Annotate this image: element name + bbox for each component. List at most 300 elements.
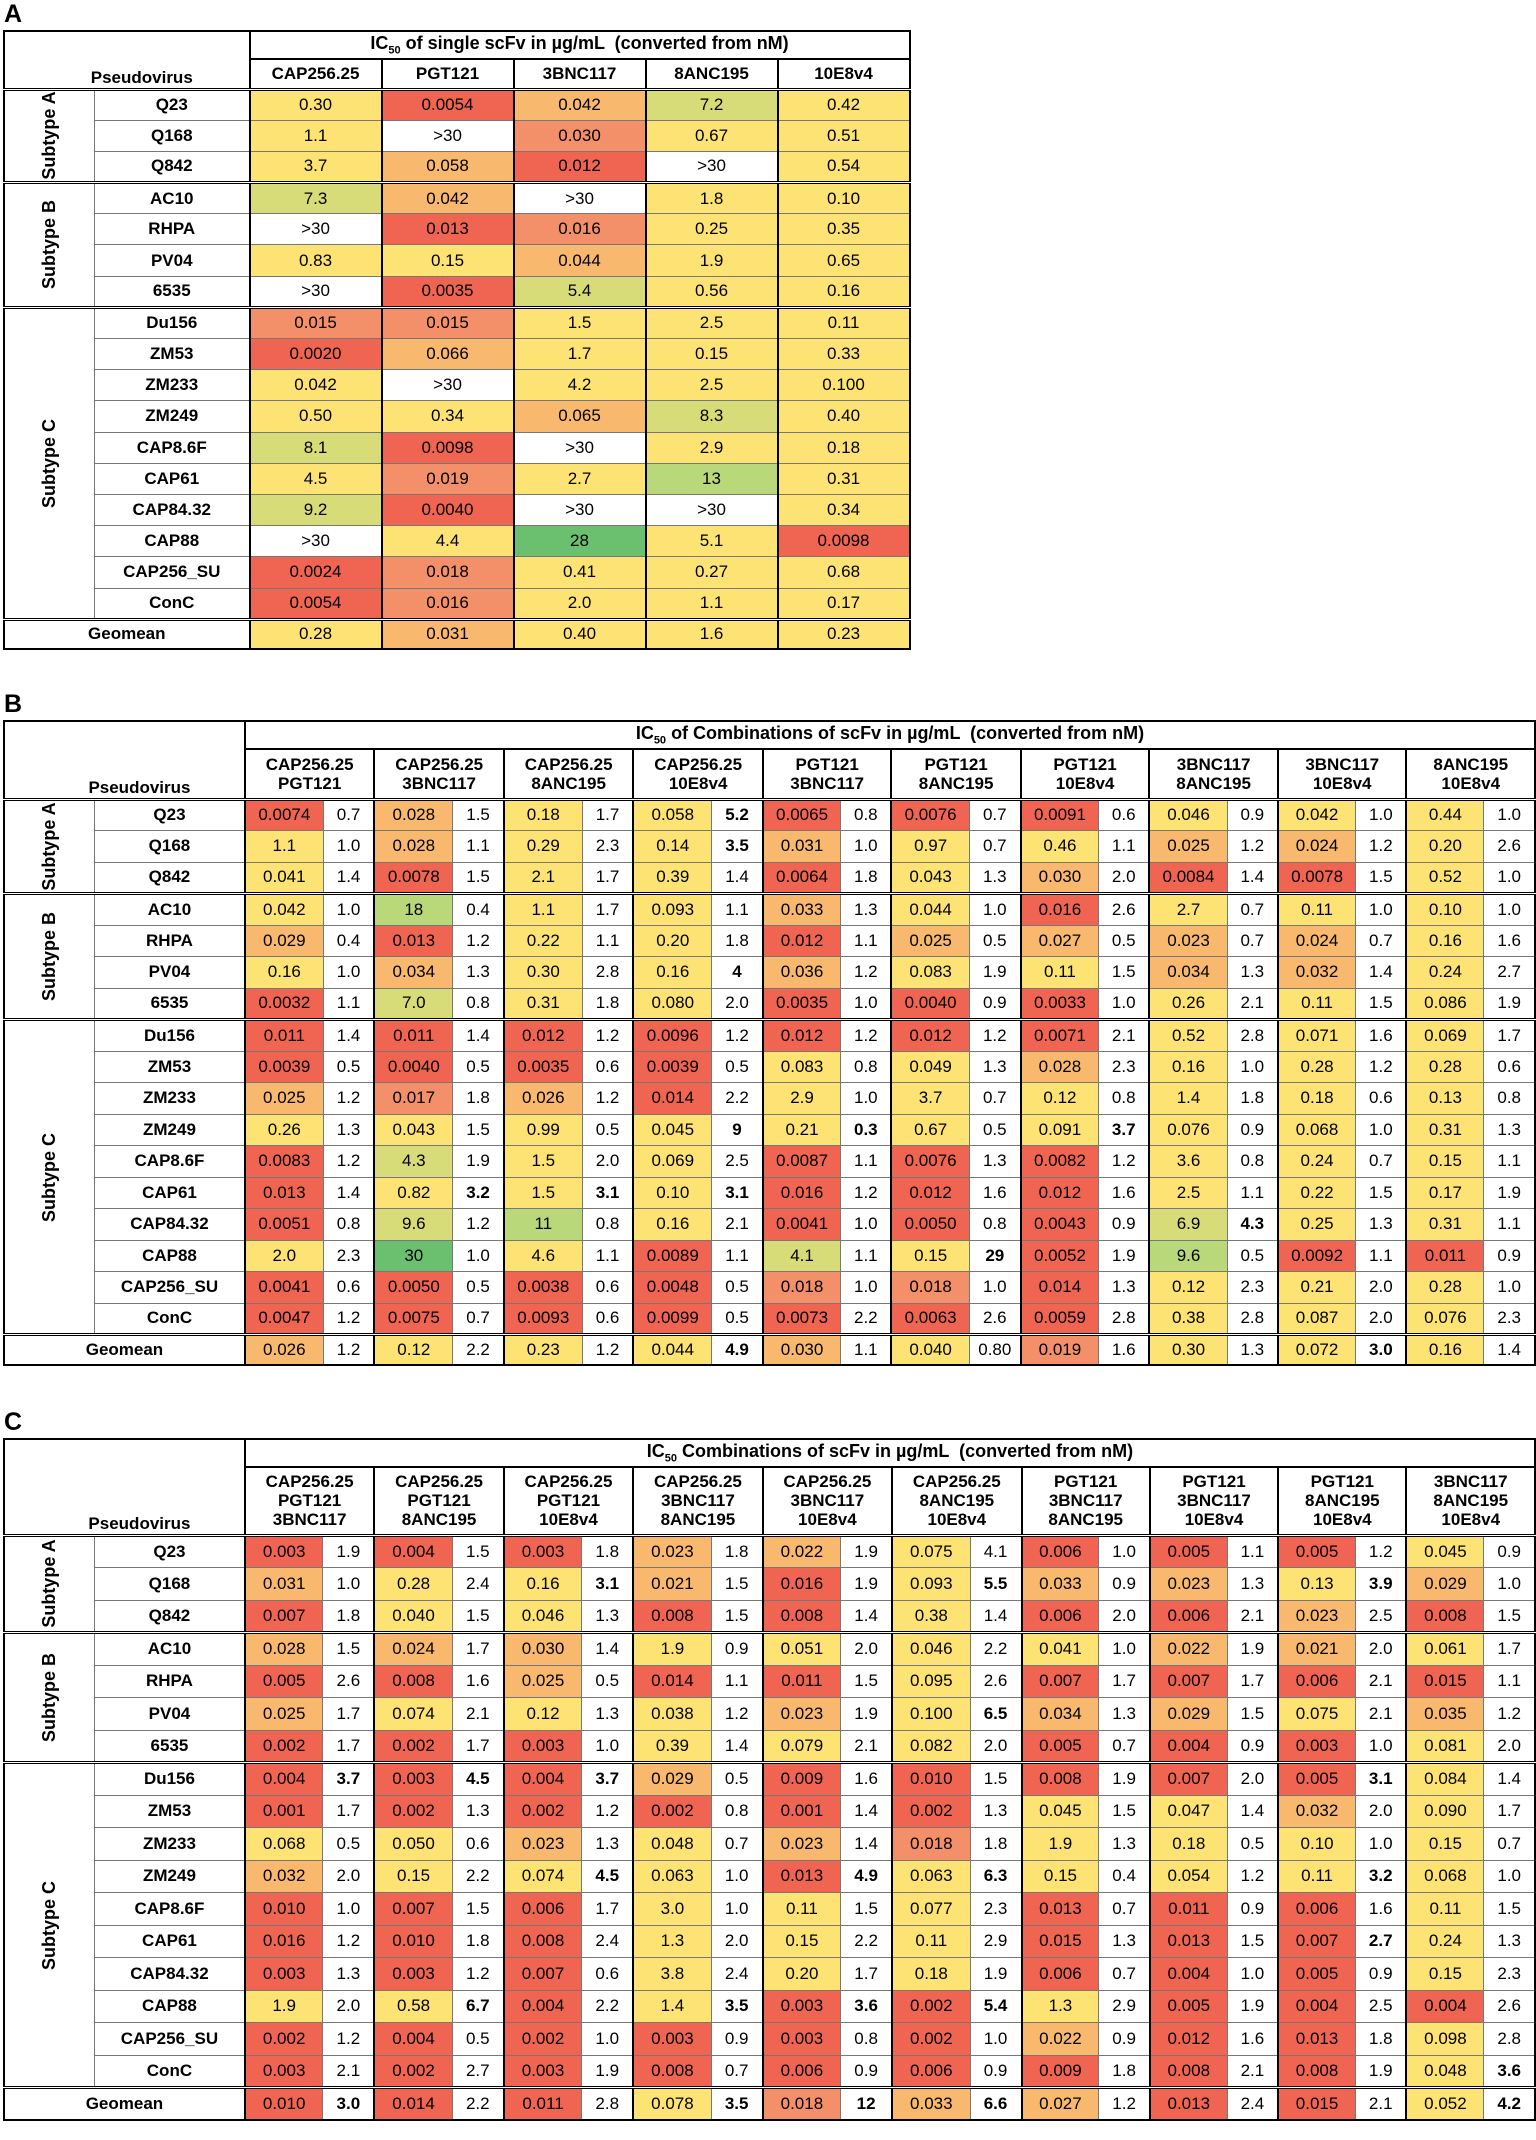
subtype-label [4, 894, 95, 1020]
ic50-cell: 0.0054 [250, 588, 382, 619]
ic50-cell: 0.0035 [382, 276, 514, 307]
ic50-cell: 0.048 [1406, 2055, 1483, 2088]
column-header [1022, 1467, 1150, 1535]
ratio-cell: 0.4 [453, 894, 504, 926]
ic50-cell: 0.015 [1278, 2088, 1355, 2120]
ic50-cell: 0.0035 [763, 988, 841, 1020]
ratio-cell: 0.5 [712, 1303, 763, 1335]
virus-name: CAP84.32 [95, 494, 250, 525]
ic50-cell: 4.5 [250, 463, 382, 494]
ratio-cell: 1.2 [453, 1209, 504, 1241]
ic50-cell: 0.014 [633, 1665, 711, 1698]
ratio-cell: 1.3 [1099, 1698, 1150, 1731]
ratio-cell: 1.6 [1227, 2023, 1278, 2056]
geomean-row [4, 1335, 1535, 1365]
ratio-cell: 2.0 [711, 1925, 762, 1958]
virus-name: AC10 [95, 183, 250, 214]
ic50-cell: 0.15 [1406, 1146, 1483, 1178]
subtype-text: Subtype C [39, 418, 60, 508]
ic50-cell: 0.21 [1278, 1272, 1356, 1304]
ic50-cell: 0.0099 [633, 1303, 711, 1335]
column-header [382, 59, 514, 89]
ic50-cell: 0.15 [1406, 1828, 1483, 1861]
ic50-cell: 0.004 [245, 1763, 323, 1796]
ratio-cell: 2.8 [1227, 1020, 1278, 1052]
table-row [4, 862, 1535, 894]
ratio-cell: 0.5 [452, 2023, 503, 2056]
ratio-cell: 1.3 [841, 894, 892, 926]
column-header [763, 749, 892, 799]
ic50-cell: 0.40 [778, 401, 910, 432]
ic50-cell: >30 [250, 276, 382, 307]
table-row [4, 1272, 1535, 1304]
ratio-cell: 1.9 [1484, 988, 1535, 1020]
ic50-cell: 0.0093 [504, 1303, 582, 1335]
column-header [1150, 1467, 1278, 1535]
ic50-cell: >30 [250, 214, 382, 245]
ratio-cell: 1.5 [1099, 1795, 1150, 1828]
ratio-cell: 1.9 [323, 1535, 374, 1568]
column-header-line: 8ANC195 [401, 1510, 477, 1530]
ic50-cell: 0.013 [245, 1177, 323, 1209]
ic50-cell: 0.023 [1150, 1568, 1227, 1601]
ic50-cell: 0.13 [1278, 1568, 1355, 1601]
ratio-cell: 1.0 [841, 1209, 892, 1241]
ratio-cell: 1.6 [1484, 925, 1535, 957]
ic50-cell: 1.4 [1149, 1083, 1227, 1115]
geomean-label: Geomean [4, 619, 250, 649]
column-header-line: PGT121 [924, 754, 988, 774]
ic50-cell: 1.5 [504, 1177, 582, 1209]
ic50-cell: 0.019 [382, 463, 514, 494]
ratio-cell: 2.6 [323, 1665, 374, 1698]
ic50-cell: 0.063 [633, 1860, 711, 1893]
ic50-cell: 0.007 [1150, 1665, 1227, 1698]
ic50-cell: 0.007 [245, 1600, 323, 1633]
ratio-cell: 1.8 [582, 1535, 633, 1568]
ratio-cell: 1.4 [582, 1633, 633, 1666]
ratio-cell: 1.7 [582, 799, 633, 831]
ratio-cell: 1.8 [841, 862, 892, 894]
ratio-cell: 1.9 [841, 1568, 892, 1601]
ratio-cell: 1.1 [841, 1240, 892, 1272]
ic50-cell: 30 [374, 1240, 452, 1272]
ic50-cell: 0.012 [891, 1020, 969, 1052]
ic50-cell: 0.0091 [1021, 799, 1099, 831]
ic50-cell: 0.0033 [1021, 988, 1099, 1020]
ic50-cell: 0.007 [374, 1893, 452, 1926]
ic50-cell: 0.18 [1278, 1083, 1356, 1115]
ratio-cell: 2.3 [323, 1240, 374, 1272]
column-header-line: 8ANC195 [660, 1510, 736, 1530]
virus-name: ZM249 [95, 1860, 245, 1893]
ic50-cell: 8.1 [250, 432, 382, 463]
column-header [245, 1467, 374, 1535]
ic50-cell: 0.010 [892, 1763, 970, 1796]
ic50-cell: 0.023 [1278, 1600, 1355, 1633]
ic50-cell: 0.11 [1406, 1893, 1483, 1926]
ratio-cell: 2.2 [452, 1860, 503, 1893]
ic50-cell: 0.14 [633, 831, 711, 863]
ic50-cell: 0.075 [892, 1535, 970, 1568]
ratio-cell: 1.0 [1356, 1730, 1407, 1763]
virus-name: ZM249 [95, 1114, 245, 1146]
ic50-cell: 0.004 [374, 2023, 452, 2056]
table-row [4, 1665, 1535, 1698]
ic50-cell: 0.023 [1149, 925, 1227, 957]
column-header-line: 10E8v4 [1313, 1510, 1372, 1530]
ic50-cell: 0.005 [1278, 1763, 1355, 1796]
table-row [4, 214, 910, 245]
column-header-line: 8ANC195 [918, 773, 994, 793]
column-header [633, 749, 762, 799]
ic50-cell: 0.0087 [763, 1146, 841, 1178]
ratio-cell: 1.0 [841, 831, 892, 863]
ic50-cell: 0.28 [1406, 1051, 1483, 1083]
ic50-cell: 4.1 [763, 1240, 841, 1272]
table-row [4, 151, 910, 182]
ic50-cell: 0.35 [778, 214, 910, 245]
ratio-cell: 1.9 [1227, 1990, 1278, 2023]
ic50-cell: 0.16 [633, 1209, 711, 1241]
ratio-cell: 0.4 [1099, 1860, 1150, 1893]
ic50-cell: 0.012 [763, 1020, 841, 1052]
ic50-cell: 0.087 [1278, 1303, 1356, 1335]
ratio-cell: 2.0 [323, 1860, 374, 1893]
ic50-cell: 0.008 [633, 1600, 711, 1633]
ic50-cell: 0.0043 [1021, 1209, 1099, 1241]
ic50-cell: 0.015 [250, 307, 382, 338]
ratio-cell: 1.3 [1099, 1272, 1150, 1304]
ratio-cell: 1.0 [1356, 799, 1407, 831]
ic50-cell: 1.9 [633, 1633, 711, 1666]
ic50-cell: 0.003 [1278, 1730, 1355, 1763]
ic50-cell: 2.5 [646, 307, 778, 338]
ic50-cell: 0.0039 [245, 1051, 323, 1083]
ic50-cell: 0.082 [892, 1730, 970, 1763]
ic50-cell: 0.20 [1406, 831, 1483, 863]
ratio-cell: 1.0 [841, 1083, 892, 1115]
ic50-cell: 0.11 [763, 1893, 841, 1926]
ic50-cell: 0.11 [778, 307, 910, 338]
virus-name: CAP61 [95, 463, 250, 494]
ratio-cell: 1.1 [1484, 1146, 1535, 1178]
geomean-row [4, 2088, 1535, 2120]
ic50-cell: 0.006 [892, 2055, 970, 2088]
title-rest: Combinations of scFv in µg/mL (converted from nM) [677, 1441, 1134, 1462]
column-header [250, 59, 382, 89]
ratio-cell: 0.7 [1356, 1146, 1407, 1178]
column-header-line: CAP256.25 [783, 1472, 872, 1492]
ic50-cell: 4.3 [374, 1146, 452, 1178]
ratio-cell: 0.7 [969, 831, 1021, 863]
ratio-cell: 1.5 [841, 1893, 892, 1926]
ic50-cell: 7.3 [250, 183, 382, 214]
ratio-cell: 2.8 [1099, 1303, 1150, 1335]
table-row [4, 1925, 1535, 1958]
ic50-cell: 28 [514, 526, 646, 557]
virus-name: ZM53 [95, 339, 250, 370]
ic50-cell: 0.31 [778, 463, 910, 494]
ic50-cell: 0.003 [504, 1730, 582, 1763]
ic50-cell: 0.030 [763, 1335, 841, 1365]
column-header-line: 3BNC117 [1048, 1491, 1123, 1511]
virus-name: Du156 [95, 307, 250, 338]
ic50-cell: 0.0076 [891, 799, 969, 831]
column-header [892, 1467, 1021, 1535]
subtype-label [4, 1535, 95, 1633]
ratio-cell: 1.0 [1099, 988, 1150, 1020]
ratio-cell: 1.2 [1227, 1860, 1278, 1893]
column-header [778, 59, 910, 89]
ic50-cell: 0.004 [1150, 1730, 1227, 1763]
ic50-cell: 0.0089 [633, 1240, 711, 1272]
ic50-cell: 0.093 [633, 894, 711, 926]
ratio-cell: 2.0 [1356, 1633, 1407, 1666]
ratio-cell: 1.4 [1484, 1335, 1535, 1365]
virus-name: ZM233 [95, 370, 250, 401]
ic50-cell: 0.018 [891, 1272, 969, 1304]
ic50-cell: 0.011 [763, 1665, 841, 1698]
virus-name: 6535 [95, 1730, 245, 1763]
ratio-cell: 0.6 [582, 1272, 633, 1304]
ratio-cell: 1.2 [582, 1335, 633, 1365]
ratio-cell: 1.3 [1356, 1209, 1407, 1241]
ic50-cell: 0.012 [504, 1020, 582, 1052]
ic50-cell: 0.080 [633, 988, 711, 1020]
ic50-cell: 0.004 [374, 1535, 452, 1568]
ratio-cell: 2.0 [1099, 1600, 1150, 1633]
ratio-cell: 0.7 [711, 1828, 762, 1861]
column-header-line: PGT121 [536, 1491, 601, 1511]
ratio-cell: 2.8 [582, 957, 633, 989]
ratio-cell: 2.8 [1484, 2023, 1535, 2056]
data-table [3, 1438, 1536, 2121]
column-header-line: 3BNC117 [1176, 754, 1251, 774]
ic50-cell: 0.047 [1150, 1795, 1227, 1828]
ratio-cell: 2.2 [712, 1083, 763, 1115]
ic50-cell: 0.004 [504, 1990, 582, 2023]
ic50-cell: 2.5 [646, 370, 778, 401]
ratio-cell: 1.9 [1484, 1177, 1535, 1209]
ratio-cell: 1.7 [582, 1893, 633, 1926]
table-row [4, 957, 1535, 989]
column-header-line: CAP256.25 [912, 1472, 1001, 1492]
virus-name: ConC [95, 1303, 245, 1335]
ratio-cell: 1.3 [1099, 1925, 1150, 1958]
column-header-line: 10E8v4 [668, 773, 728, 793]
ic50-cell: 0.16 [504, 1568, 582, 1601]
table-row [4, 1763, 1535, 1796]
ic50-cell: 0.091 [1021, 1114, 1099, 1146]
ratio-cell: 1.2 [453, 925, 504, 957]
ratio-cell: 1.0 [1227, 1051, 1278, 1083]
ic50-cell: 0.24 [1278, 1146, 1356, 1178]
ic50-cell: 1.5 [504, 1146, 582, 1178]
ratio-cell: 3.2 [453, 1177, 504, 1209]
ic50-cell: 0.15 [374, 1860, 452, 1893]
ic50-cell: 0.012 [1150, 2023, 1227, 2056]
ratio-cell: 2.1 [1356, 1698, 1407, 1731]
ic50-cell: 0.0047 [245, 1303, 323, 1335]
virus-name: CAP84.32 [95, 1958, 245, 1991]
ratio-cell: 1.2 [582, 1083, 633, 1115]
virus-name: CAP61 [95, 1177, 245, 1209]
ratio-cell: 2.0 [1099, 862, 1150, 894]
ratio-cell: 0.5 [453, 1051, 504, 1083]
ratio-cell: 0.5 [1227, 1240, 1278, 1272]
column-header-line: 3BNC117 [1177, 1491, 1251, 1511]
ratio-cell: 0.9 [1099, 1568, 1150, 1601]
ic50-cell: 0.0040 [891, 988, 969, 1020]
ratio-cell: 1.0 [969, 1272, 1021, 1304]
ic50-cell: 0.003 [633, 2023, 711, 2056]
ic50-cell: 0.82 [374, 1177, 452, 1209]
title-subscript: 50 [388, 44, 401, 57]
ic50-cell: 0.098 [1406, 2023, 1483, 2056]
ratio-cell: 1.1 [841, 925, 892, 957]
table-row [4, 1568, 1535, 1601]
ratio-cell: 2.5 [1356, 1600, 1407, 1633]
ratio-cell: 2.3 [970, 1893, 1021, 1926]
ic50-cell: 0.002 [374, 1730, 452, 1763]
ic50-cell: 0.28 [1278, 1051, 1356, 1083]
ic50-cell: 0.15 [646, 339, 778, 370]
ic50-cell: 0.013 [374, 925, 452, 957]
ratio-cell: 0.7 [1227, 925, 1278, 957]
ic50-cell: 0.18 [892, 1958, 970, 1991]
ic50-cell: 0.025 [245, 1083, 323, 1115]
ratio-cell: 1.5 [970, 1763, 1021, 1796]
ratio-cell: 1.0 [969, 894, 1021, 926]
ic50-cell: 0.042 [514, 89, 646, 120]
table-row [4, 1860, 1535, 1893]
ic50-cell: 0.026 [504, 1083, 582, 1115]
virus-name: PV04 [95, 1698, 245, 1731]
ratio-cell: 1.1 [1356, 1240, 1407, 1272]
virus-name: ZM53 [95, 1795, 245, 1828]
ratio-cell: 2.1 [1227, 988, 1278, 1020]
ic50-cell: 0.079 [763, 1730, 841, 1763]
ratio-cell: 1.4 [323, 1020, 374, 1052]
subtype-label [4, 799, 95, 894]
ratio-cell: 1.0 [1484, 1860, 1535, 1893]
column-header [514, 59, 646, 89]
ic50-cell: 0.100 [778, 370, 910, 401]
ratio-cell: 4.2 [1484, 2088, 1535, 2120]
ratio-cell: 1.9 [841, 1535, 892, 1568]
ic50-cell: 0.044 [514, 245, 646, 276]
ratio-cell: 1.4 [712, 862, 763, 894]
ic50-cell: 0.054 [1150, 1860, 1227, 1893]
table-row [4, 1730, 1535, 1763]
ratio-cell: 1.1 [1227, 1535, 1278, 1568]
ic50-cell: 0.052 [1406, 2088, 1483, 2120]
table-row [4, 494, 910, 525]
ic50-cell: 2.9 [763, 1083, 841, 1115]
virus-name: CAP8.6F [95, 432, 250, 463]
column-header [374, 749, 503, 799]
ic50-cell: 0.069 [633, 1146, 711, 1178]
ic50-cell: 0.002 [374, 2055, 452, 2088]
ic50-cell: 0.0064 [763, 862, 841, 894]
ratio-cell: 1.5 [841, 1665, 892, 1698]
table-row [4, 1958, 1535, 1991]
ic50-cell: 0.007 [1278, 1925, 1355, 1958]
ratio-cell: 1.2 [323, 1083, 374, 1115]
ic50-cell: 0.042 [1278, 799, 1356, 831]
ratio-cell: 1.0 [453, 1240, 504, 1272]
ratio-cell: 2.3 [1484, 1303, 1535, 1335]
ratio-cell: 1.2 [323, 1303, 374, 1335]
table-row [4, 799, 1535, 831]
ic50-cell: 0.034 [1149, 957, 1227, 989]
ic50-cell: 0.15 [763, 1925, 841, 1958]
ratio-cell: 1.2 [1356, 1051, 1407, 1083]
ic50-cell: 0.002 [504, 2023, 582, 2056]
ratio-cell: 2.3 [1484, 1958, 1535, 1991]
ratio-cell: 1.0 [841, 988, 892, 1020]
ic50-cell: 0.29 [504, 831, 582, 863]
ic50-cell: 0.027 [1022, 2088, 1099, 2120]
ic50-cell: 0.18 [504, 799, 582, 831]
ic50-cell: 2.5 [1149, 1177, 1227, 1209]
ic50-cell: 0.035 [1406, 1698, 1483, 1731]
column-header [374, 1467, 503, 1535]
ratio-cell: 1.0 [1484, 1272, 1535, 1304]
ratio-cell: 3.5 [712, 831, 763, 863]
ic50-cell: 0.048 [633, 1828, 711, 1861]
table-row [4, 276, 910, 307]
ratio-cell: 3.1 [1356, 1763, 1407, 1796]
subtype-label [4, 1020, 95, 1335]
column-header-line: CAP256.25 [271, 64, 360, 84]
ic50-cell: 4.2 [514, 370, 646, 401]
ic50-cell: 0.16 [633, 957, 711, 989]
ratio-cell: 0.5 [969, 1114, 1021, 1146]
ic50-cell: 0.026 [245, 1335, 323, 1365]
ratio-cell: 1.2 [712, 1020, 763, 1052]
ic50-cell: 0.25 [646, 214, 778, 245]
column-header [1278, 1467, 1406, 1535]
ic50-cell: 0.44 [1406, 799, 1483, 831]
subtype-text: Subtype A [39, 91, 60, 180]
ratio-cell: 1.2 [323, 2023, 374, 2056]
pseudovirus-header: Pseudovirus [88, 777, 191, 797]
ratio-cell: 1.6 [841, 1763, 892, 1796]
ic50-cell: 0.081 [1406, 1730, 1483, 1763]
ratio-cell: 1.8 [323, 1600, 374, 1633]
ratio-cell: 1.5 [1099, 957, 1150, 989]
ratio-cell: 1.0 [1356, 1114, 1407, 1146]
title-subscript: 50 [664, 1452, 678, 1465]
ic50-cell: 0.065 [514, 401, 646, 432]
ic50-cell: 0.010 [245, 2088, 323, 2120]
ratio-cell: 4.5 [452, 1763, 503, 1796]
ic50-cell: 0.072 [1278, 1335, 1356, 1365]
ic50-cell: 2.7 [514, 463, 646, 494]
ratio-cell: 2.4 [1227, 2088, 1278, 2120]
ic50-cell: 0.16 [778, 276, 910, 307]
column-header [504, 1467, 633, 1535]
ratio-cell: 29 [969, 1240, 1021, 1272]
ic50-cell: 0.28 [1406, 1272, 1483, 1304]
ic50-cell: 0.004 [1278, 1990, 1355, 2023]
ratio-cell: 1.6 [1099, 1335, 1150, 1365]
ic50-cell: 0.022 [1022, 2023, 1099, 2056]
ic50-cell: 0.040 [374, 1600, 452, 1633]
ratio-cell: 1.2 [323, 1335, 374, 1365]
